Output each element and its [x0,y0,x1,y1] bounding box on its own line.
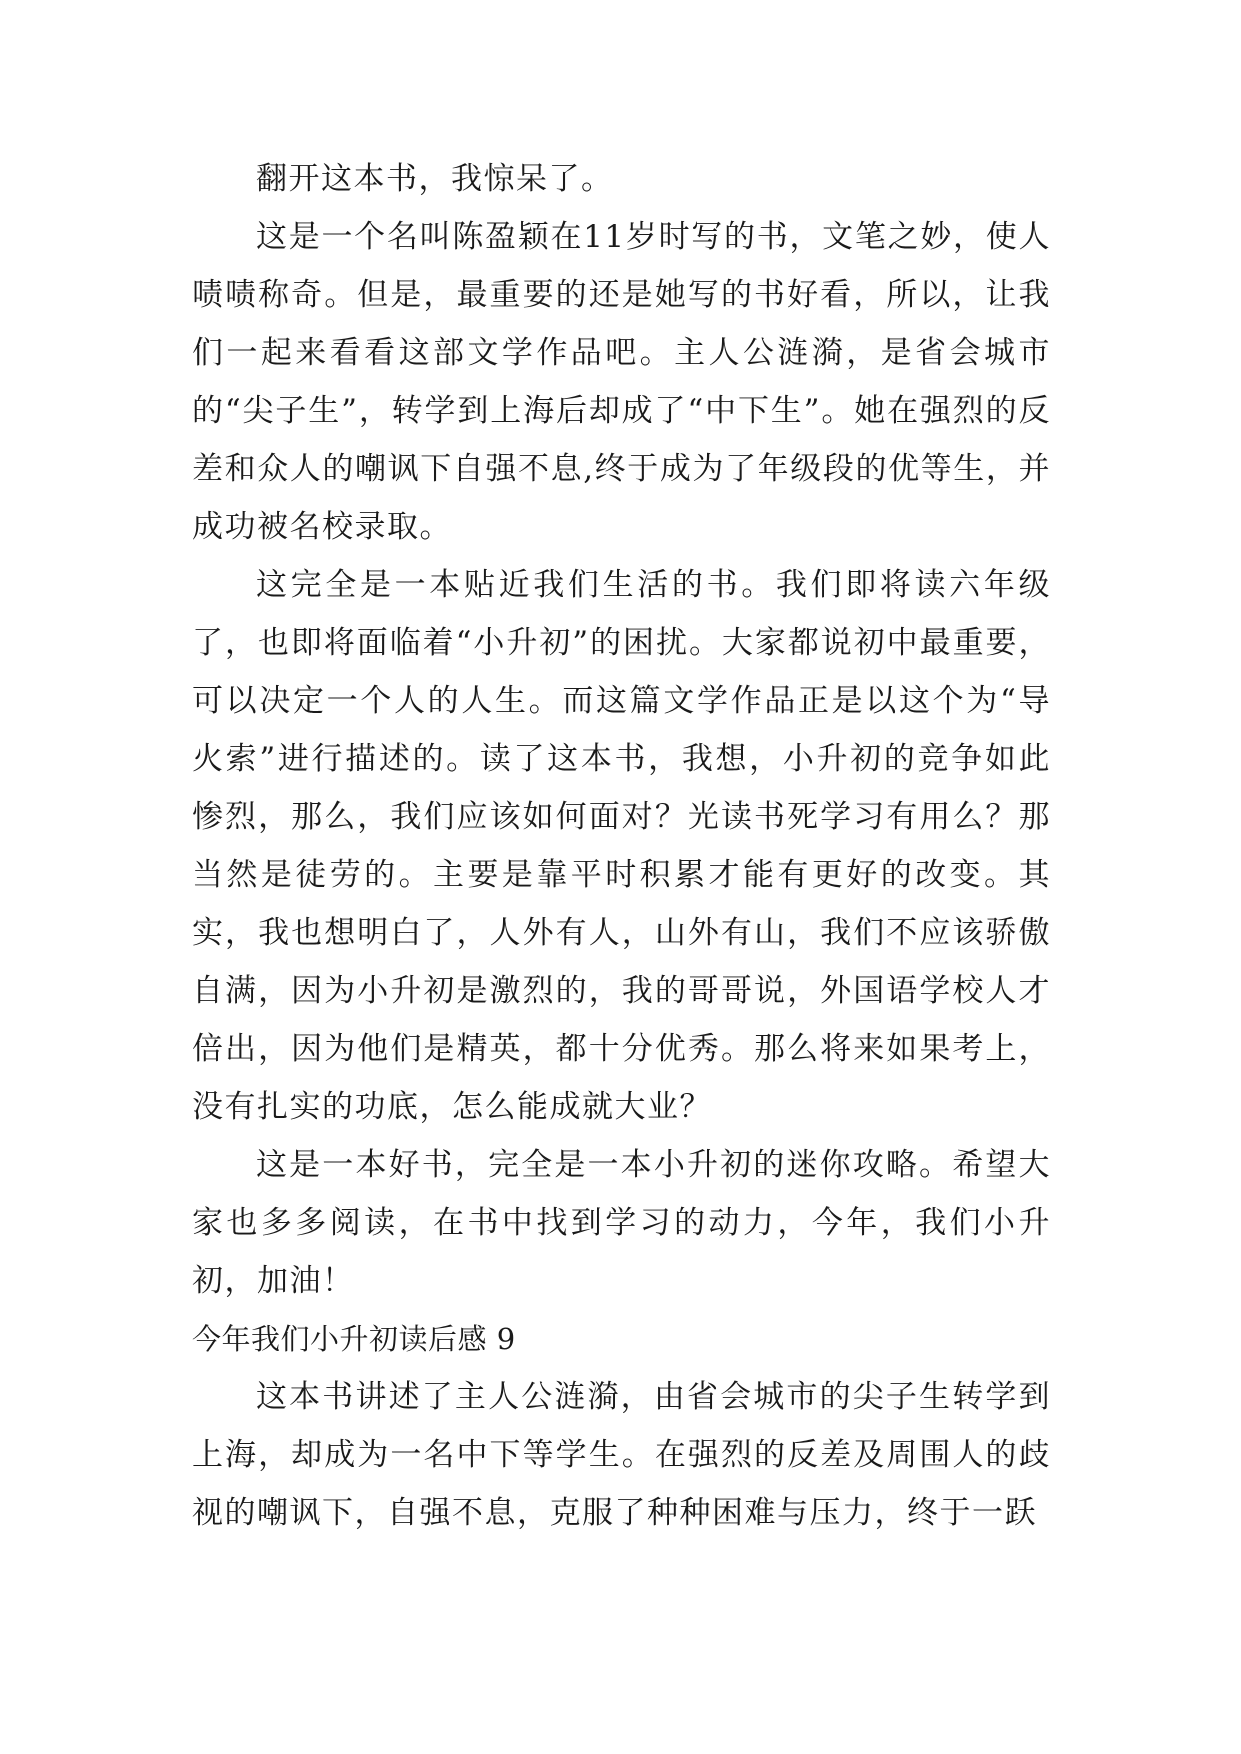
paragraph-book-intro: 这是一个名叫陈盈颖在11岁时写的书，文笔之妙，使人啧啧称奇。但是，最重要的还是她写的书好看，所以，让我们一起来看看这部文学作品吧。主人公涟漪，是省会城市的“尖子生”，转学到上海后却成了“中下生”。她在强烈的反差和众人的嘲讽下自强不息,终于成为了年级段的优等生，并成功被名校录取。 [192,219,1051,545]
section-heading: 今年我们小升初读后感 9 [192,1322,516,1356]
paragraph-opening: 翻开这本书，我惊呆了。 [256,161,614,197]
paragraph-conclusion: 这是一本好书，完全是一本小升初的迷你攻略。希望大家也多多阅读，在书中找到学习的动力，今年，我们小升初，加油！ [192,1147,1051,1299]
paragraph-section-9-start: 这本书讲述了主人公涟漪，由省会城市的尖子生转学到上海，却成为一名中下等学生。在强烈的反差及周围人的歧视的嘲讽下，自强不息，克服了种种困难与压力，终于一跃 [192,1379,1051,1531]
paragraph-reflection: 这完全是一本贴近我们生活的书。我们即将读六年级了，也即将面临着“小升初”的困扰。大家都说初中最重要，可以决定一个人的人生。而这篇文学作品正是以这个为“导火索”进行描述的。读了这本书，我想，小升初的竞争如此惨烈，那么，我们应该如何面对？光读书死学习有用么？那当然是徒劳的。主要是靠平时积累才能有更好的改变。其实，我也想明白了，人外有人，山外有山，我们不应该骄傲自满，因为小升初是激烈的，我的哥哥说，外国语学校人才倍出，因为他们是精英，都十分优秀。那么将来如果考上，没有扎实的功底，怎么能成就大业？ [192,567,1051,1125]
